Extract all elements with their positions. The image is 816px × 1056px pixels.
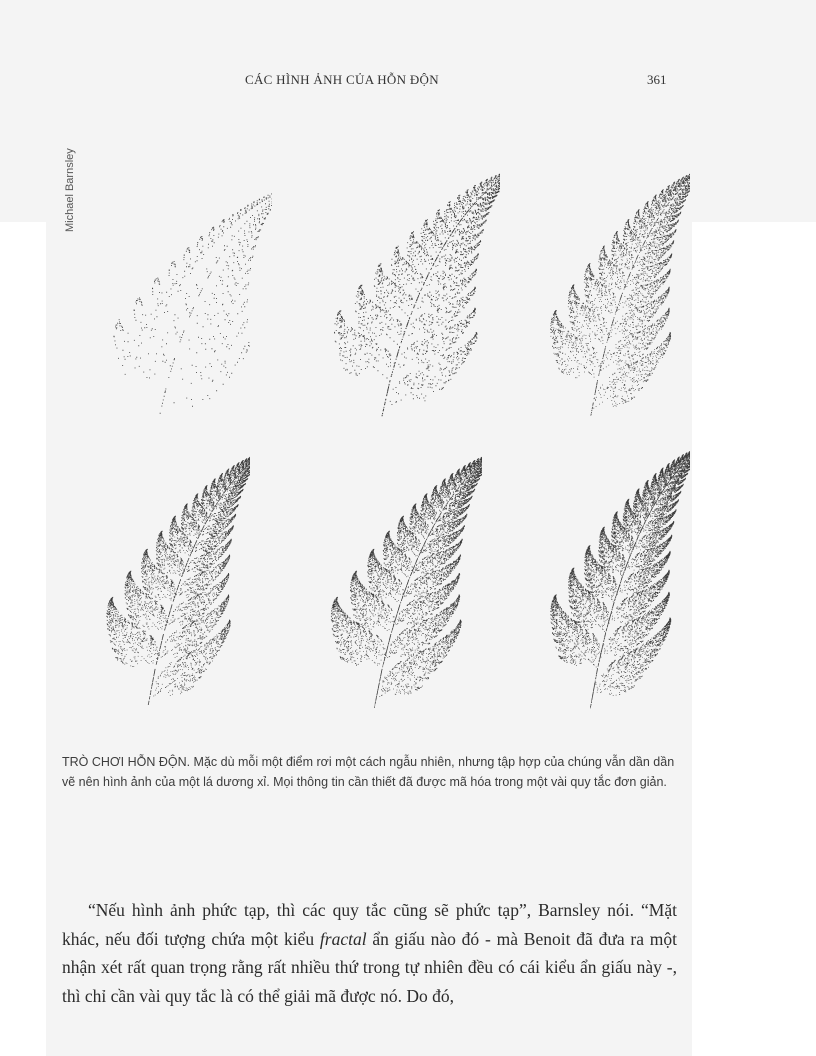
body-text-part1: “Nếu hình ảnh phức tạp, thì các quy tắc cũng sẽ phức tạp”, Barnsley nói. “Mặt khác, nếu đối tượng chứa một kiểu [62,900,677,949]
figure-caption: TRÒ CHƠI HỖN ĐỘN. Mặc dù mỗi một điểm rơi một cách ngẫu nhiên, nhưng tập hợp của chúng vẫn dần dần vẽ nên hình ảnh của một lá dương xỉ. Mọi thông tin cần thiết đã được mã hóa trong một vài quy tắc đơn giản. [62,755,675,789]
photo-credit: Michael Barnsley [64,148,76,232]
body-text-part2: ẩn giấu nào đó - mà Benoit đã đưa ra một nhận xét rất quan trọng rằng rất nhiều thứ trong tự nhiên đều có cái kiểu ẩn giấu này -, thì chỉ cần vài quy tắc là có thể giải mã được nó. Do đó, [62,928,678,1006]
fern-panel-4 [60,448,250,710]
body-paragraph [62,896,677,1010]
fern-3-points [550,170,690,416]
fern-panel-3 [505,165,690,420]
fern-panel-1 [62,185,272,420]
page-number: 361 [647,72,667,87]
fern-panel-5 [282,448,482,710]
fern-6-points [550,447,690,708]
body-text-emphasis: fractal [319,928,367,949]
fern-2-points [334,170,500,416]
fern-5-points [331,453,482,708]
fern-4-points [107,453,251,705]
running-header: CÁC HÌNH ẢNH CỦA HỖN ĐỘN [245,72,439,87]
fern-panel-6 [505,442,690,710]
fern-1-points [114,190,273,414]
fern-panel-2 [280,165,500,420]
